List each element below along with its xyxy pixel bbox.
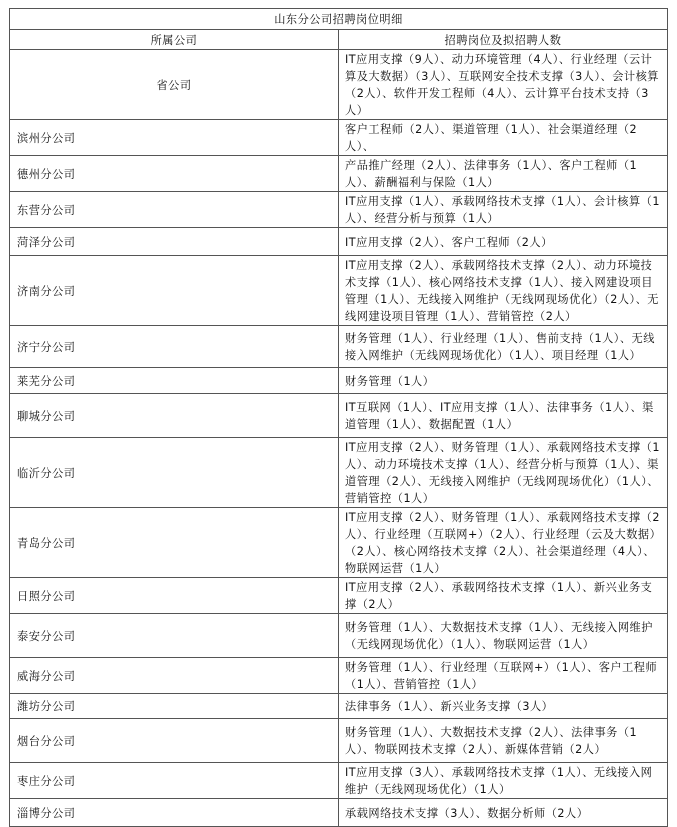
table-row xyxy=(10,228,668,256)
table-row xyxy=(10,658,668,694)
header-positions: 招聘岗位及拟招聘人数 xyxy=(339,30,668,50)
table-row xyxy=(10,394,668,438)
table-row xyxy=(10,368,668,394)
company-cell: 东营分公司 xyxy=(10,192,339,228)
table-row xyxy=(10,614,668,658)
positions-cell: 产品推广经理（2人）、法律事务（1人）、客户工程师（1人）、薪酬福利与保险（1人） xyxy=(339,156,668,192)
positions-cell: IT应用支撑（3人）、承载网络技术支撑（1人）、无线接入网维护（无线网现场优化）（1人） xyxy=(339,763,668,799)
table-row xyxy=(10,799,668,827)
company-cell: 临沂分公司 xyxy=(10,438,339,508)
positions-cell: 财务管理（1人）、大数据技术支撑（1人）、无线接入网维护（无线网现场优化）（1人）、物联网运营（1人） xyxy=(339,614,668,658)
company-cell: 滨州分公司 xyxy=(10,120,339,156)
table-row xyxy=(10,578,668,614)
table-row xyxy=(10,694,668,719)
table-row xyxy=(10,50,668,120)
positions-cell: 承载网络技术支撑（3人）、数据分析师（2人） xyxy=(339,799,668,827)
positions-cell: IT应用支撑（2人）、财务管理（1人）、承载网络技术支撑（2人）、行业经理（互联网+）（2人）、行业经理（云及大数据）（2人）、核心网络技术支撑（2人）、社会渠道经理（4人）、物联网运营（1人） xyxy=(339,508,668,578)
positions-cell: 财务管理（1人）、行业经理（互联网+）（1人）、客户工程师（1人）、营销管控（1人） xyxy=(339,658,668,694)
table-row xyxy=(10,438,668,508)
positions-cell: 财务管理（1人） xyxy=(339,368,668,394)
company-cell: 济宁分公司 xyxy=(10,326,339,368)
company-cell: 德州分公司 xyxy=(10,156,339,192)
company-cell: 泰安分公司 xyxy=(10,614,339,658)
positions-cell: IT应用支撑（9人）、动力环境管理（4人）、行业经理（云计算及大数据）（3人）、互联网安全技术支撑（3人）、会计核算（2人）、软件开发工程师（4人）、云计算平台技术支持（3人） xyxy=(339,50,668,120)
positions-cell: IT应用支撑（1人）、承载网络技术支撑（1人）、会计核算（1人）、经营分析与预算（1人） xyxy=(339,192,668,228)
recruitment-table xyxy=(9,8,668,827)
positions-cell: IT应用支撑（2人）、承载网络技术支撑（2人）、动力环境技术支撑（1人）、核心网络技术支撑（1人）、接入网建设项目管理（1人）、无线接入网维护（无线网现场优化）（2人）、无线网建设项目管理（1人）、营销管控（2人） xyxy=(339,256,668,326)
company-cell: 威海分公司 xyxy=(10,658,339,694)
table-row xyxy=(10,120,668,156)
company-cell: 潍坊分公司 xyxy=(10,694,339,719)
title-row xyxy=(10,9,668,30)
table-row xyxy=(10,508,668,578)
company-cell: 淄博分公司 xyxy=(10,799,339,827)
positions-cell: 财务管理（1人）、行业经理（1人）、售前支持（1人）、无线接入网维护（无线网现场优化）（1人）、项目经理（1人） xyxy=(339,326,668,368)
table-row xyxy=(10,156,668,192)
company-cell: 青岛分公司 xyxy=(10,508,339,578)
company-cell: 济南分公司 xyxy=(10,256,339,326)
company-cell: 莱芜分公司 xyxy=(10,368,339,394)
positions-cell: 客户工程师（2人）、渠道管理（1人）、社会渠道经理（2人）、 xyxy=(339,120,668,156)
company-cell: 聊城分公司 xyxy=(10,394,339,438)
table-row xyxy=(10,256,668,326)
positions-cell: IT互联网（1人）、IT应用支撑（1人）、法律事务（1人）、渠道管理（1人）、数据配置（1人） xyxy=(339,394,668,438)
company-cell: 菏泽分公司 xyxy=(10,228,339,256)
positions-cell: 法律事务（1人）、新兴业务支撑（3人） xyxy=(339,694,668,719)
company-cell: 省公司 xyxy=(10,50,339,120)
header-company: 所属公司 xyxy=(10,30,339,50)
positions-cell: IT应用支撑（2人）、财务管理（1人）、承载网络技术支撑（1人）、动力环境技术支撑（1人）、经营分析与预算（1人）、渠道管理（2人）、无线接入网维护（无线网现场优化）（1人）、营销管控（1人） xyxy=(339,438,668,508)
company-cell: 枣庄分公司 xyxy=(10,763,339,799)
positions-cell: IT应用支撑（2人）、客户工程师（2人） xyxy=(339,228,668,256)
table-row xyxy=(10,719,668,763)
company-cell: 烟台分公司 xyxy=(10,719,339,763)
positions-cell: IT应用支撑（2人）、承载网络技术支撑（1人）、新兴业务支撑（2人） xyxy=(339,578,668,614)
positions-cell: 财务管理（1人）、大数据技术支撑（2人）、法律事务（1人）、物联网技术支撑（2人）、新媒体营销（2人） xyxy=(339,719,668,763)
table-row xyxy=(10,192,668,228)
company-cell: 日照分公司 xyxy=(10,578,339,614)
table-row xyxy=(10,763,668,799)
header-row xyxy=(10,30,668,50)
table-title: 山东分公司招聘岗位明细 xyxy=(10,9,668,30)
table-row xyxy=(10,326,668,368)
